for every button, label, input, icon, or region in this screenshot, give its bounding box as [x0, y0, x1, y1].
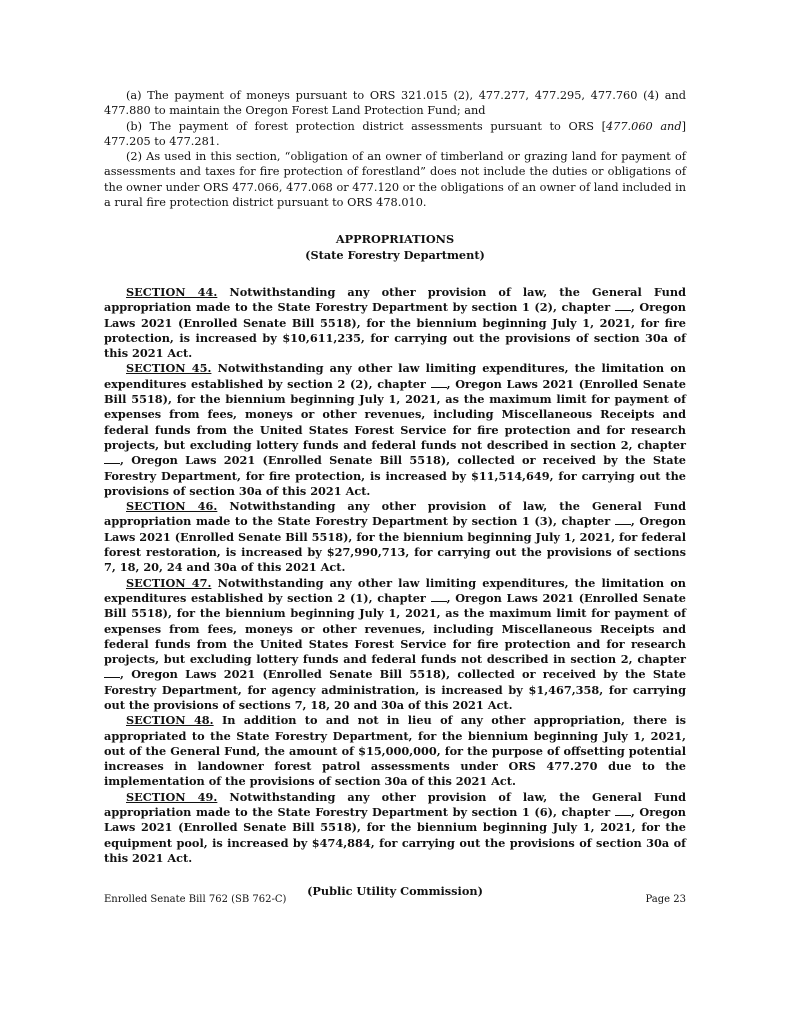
- chapter-number-blank: [615, 806, 631, 816]
- section-paragraph: [104, 576, 686, 714]
- section-text: Notwithstanding any other law limiting expenditures, the limitation on expenditures established by section 2 (2), chapter: [104, 361, 686, 391]
- section-label: SECTION 49.: [126, 789, 218, 804]
- section-label: SECTION 44.: [126, 284, 218, 299]
- department-subheading: (State Forestry Department): [305, 247, 485, 262]
- spacer: [104, 866, 686, 884]
- section-label: SECTION 45.: [126, 361, 212, 376]
- section-text: , Oregon Laws 2021 (Enrolled Senate Bill 5518), for the biennium beginning July 1, 2021, as the maximum limit for payment of expenses from fees, moneys or other revenues, including Miscellaneous Receipts and federal funds from the United States Forest Service for fire protection and for research projects, but excluding lottery funds and federal funds not described in section 2, chapter: [104, 590, 686, 667]
- section-text: Notwithstanding any other law limiting expenditures, the limitation on expenditures established by section 2 (1), chapter: [104, 575, 686, 605]
- spacer: [104, 263, 686, 285]
- section-paragraph: [104, 790, 686, 866]
- paragraph-b: [104, 119, 686, 150]
- section-text: , Oregon Laws 2021 (Enrolled Senate Bill 5518), for the biennium beginning July 1, 2021, as the maximum limit for payment of expenses from fees, moneys or other revenues, including Miscellaneous Receipts and federal funds from the United States Forest Service for fire protection and for research projects, but excluding lottery funds and federal funds not described in section 2, chapter: [104, 376, 686, 452]
- section-text: , Oregon Laws 2021 (Enrolled Senate Bill 5518), collected or received by the State Forestry Department, for agency administration, is increased by $1,467,358, for carrying out the provisions of sections 7, 18, 20 and 30a of this 2021 Act.: [104, 667, 686, 712]
- section-text: Notwithstanding any other provision of law, the General Fund appropriation made to the State Forestry Department by section 1 (3), chapter: [104, 499, 686, 529]
- page-footer: [104, 894, 686, 905]
- section-paragraph: [104, 713, 686, 789]
- section-text: Notwithstanding any other provision of law, the General Fund appropriation made to the State Forestry Department by section 1 (6), chapter: [104, 789, 686, 820]
- chapter-number-blank: [615, 515, 631, 525]
- footer-bill-title: Enrolled Senate Bill 762 (SB 762-C): [104, 894, 287, 905]
- section-text: , Oregon Laws 2021 (Enrolled Senate Bill 5518), for the biennium beginning July 1, 2021, for fire protection, is increased by $10,611,235, for carrying out the provisions of section 30a of this 2021 Act.: [104, 300, 686, 361]
- document-page: [104, 88, 686, 900]
- chapter-number-blank: [431, 592, 447, 602]
- chapter-number-blank: [615, 301, 631, 311]
- paragraph-a: (a) The payment of moneys pursuant to ORS 321.015 (2), 477.277, 477.295, 477.760 (4) and 477.880 to maintain the Oregon Forest Land Protection Fund; and: [104, 89, 686, 118]
- sections-list: [104, 285, 686, 866]
- section-text: , Oregon Laws 2021 (Enrolled Senate Bill 5518), collected or received by the State Forestry Department, for fire protection, is increased by $11,514,649, for carrying out the provisions of section 30a of this 2021 Act.: [104, 453, 686, 498]
- paragraph-2: (2) As used in this section, “obligation of an owner of timberland or grazing land for payment of assessments and taxes for fire protection of forestland” does not include the duties or obligations of the owner under ORS 477.066, 477.068 or 477.120 or the obligations of an owner of land included in a rural fire protection district pursuant to ORS 478.010.: [104, 150, 686, 210]
- section-text: Notwithstanding any other provision of law, the General Fund appropriation made to the State Forestry Department by section 1 (2), chapter: [104, 284, 686, 315]
- chapter-number-blank: [431, 378, 447, 388]
- bracketed-deleted-text: 477.060 and: [605, 119, 682, 133]
- section-paragraph: [104, 499, 686, 575]
- spacer: [104, 210, 686, 232]
- chapter-number-blank: [104, 454, 120, 464]
- footer-page-number: Page 23: [645, 894, 686, 905]
- section-label: SECTION 48.: [126, 713, 214, 728]
- appropriations-heading: APPROPRIATIONS: [335, 232, 455, 247]
- paragraph-b-text-end: ] 477.205 to 477.281.: [104, 119, 686, 148]
- section-text: , Oregon Laws 2021 (Enrolled Senate Bill 5518), for the biennium beginning July 1, 2021, for the equipment pool, is increased by $474,884, for carrying out the provisions of section 30a of this 2021 Act.: [104, 805, 686, 865]
- section-paragraph: [104, 285, 686, 361]
- section-text: In addition to and not in lieu of any other appropriation, there is appropriated to the State Forestry Department, for the biennium beginning July 1, 2021, out of the General Fund, the amount of $15,000,000, for the purpose of offsetting potential increases in landowner forest patrol assessments under ORS 477.270 due to the implementation of the provisions of section 30a of this 2021 Act.: [104, 713, 686, 789]
- puc-subheading: (Public Utility Commission): [307, 884, 483, 899]
- chapter-number-blank: [104, 668, 120, 678]
- section-text: , Oregon Laws 2021 (Enrolled Senate Bill 5518), for the biennium beginning July 1, 2021, for federal forest restoration, is increased by $27,990,713, for carrying out the provisions of sections 7, 18, 20, 24 and 30a of this 2021 Act.: [104, 514, 686, 575]
- section-paragraph: [104, 361, 686, 499]
- section-label: SECTION 46.: [126, 499, 218, 514]
- section-label: SECTION 47.: [126, 575, 212, 590]
- paragraph-b-text: (b) The payment of forest protection district assessments pursuant to ORS [: [126, 119, 606, 133]
